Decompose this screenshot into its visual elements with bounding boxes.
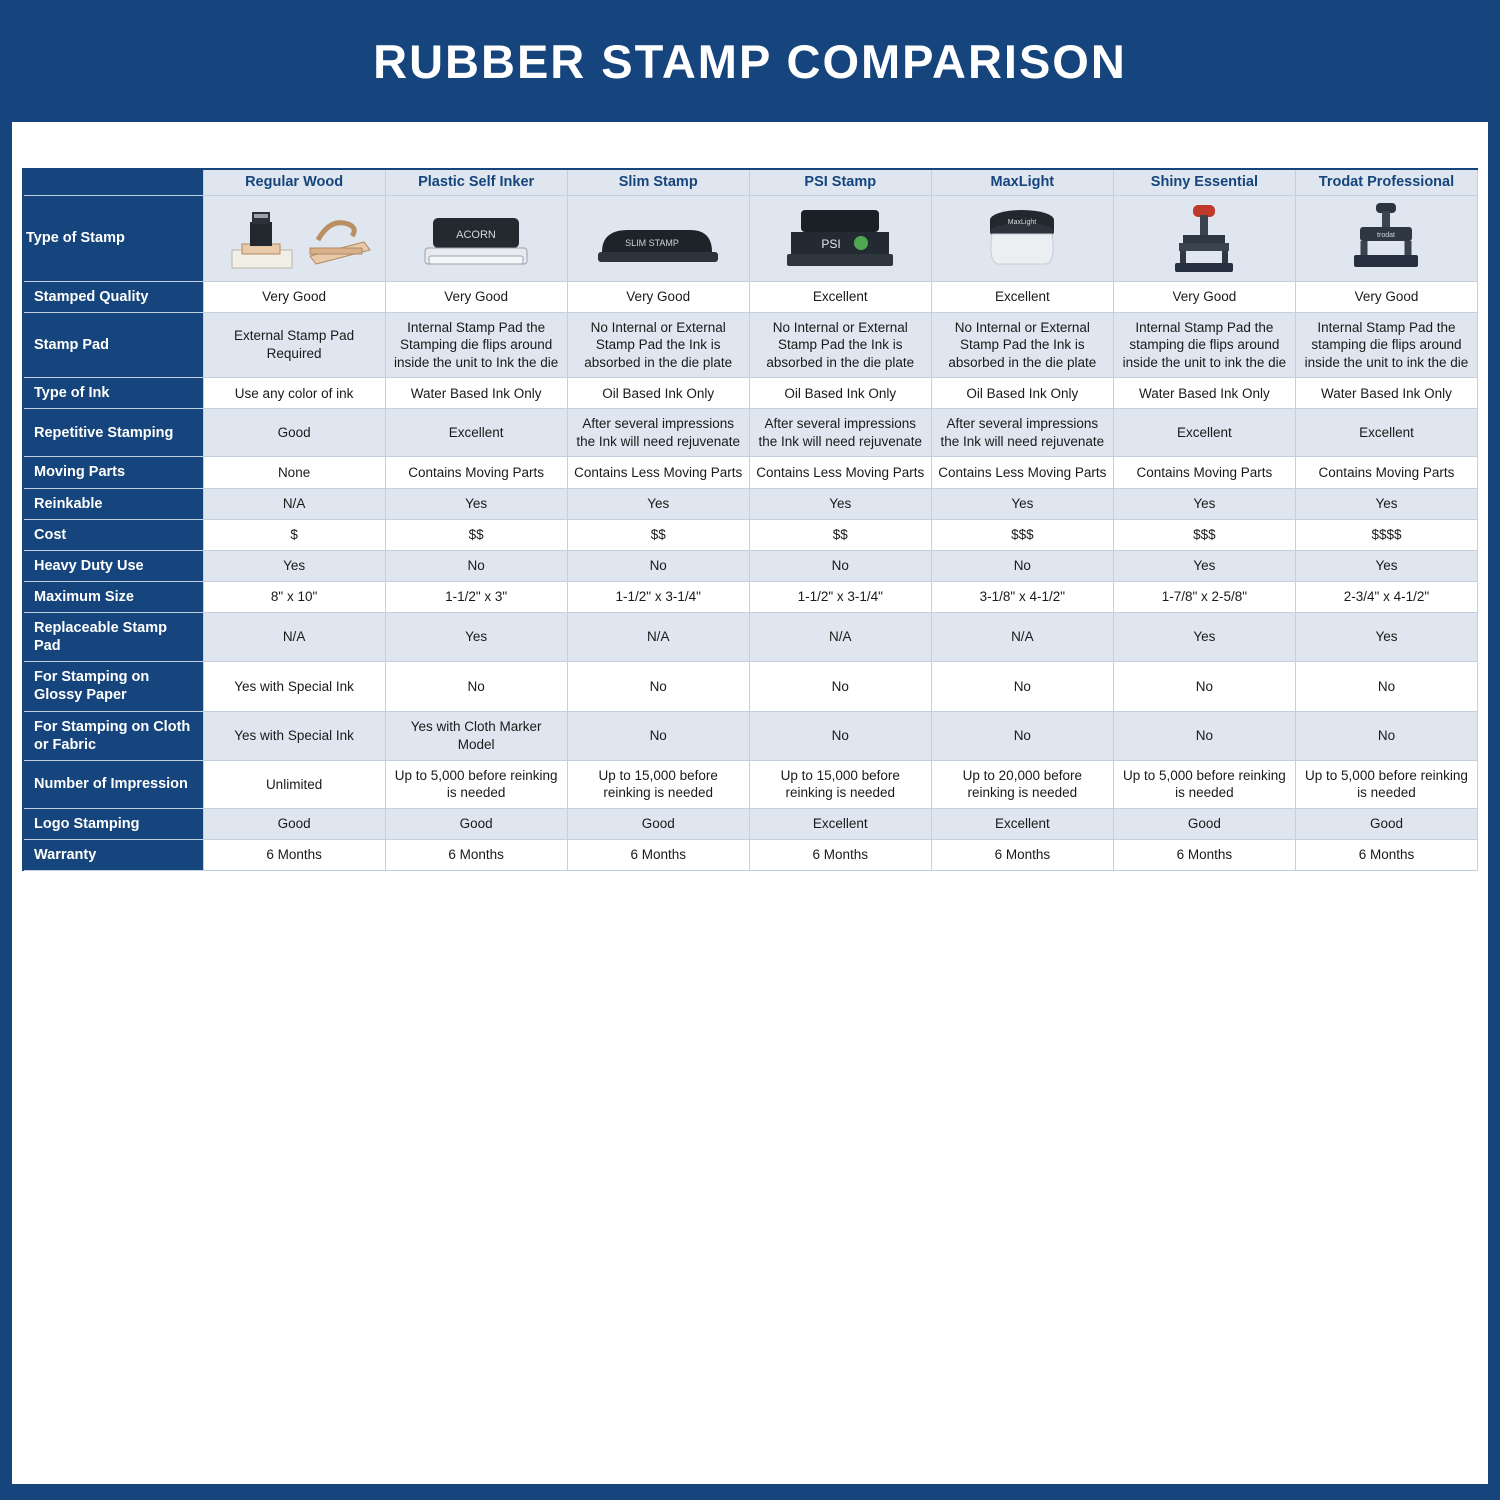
cell-replaceable-stamp-pad-maxlight: N/A bbox=[931, 613, 1113, 662]
row-label-maximum-size: Maximum Size bbox=[23, 581, 203, 612]
cell-cloth-or-fabric-plastic-self-inker: Yes with Cloth Marker Model bbox=[385, 711, 567, 760]
cell-maxlight-stamp-image bbox=[931, 195, 1113, 281]
cell-type-of-ink-slim-stamp: Oil Based Ink Only bbox=[567, 378, 749, 409]
cell-type-of-ink-trodat-professional: Water Based Ink Only bbox=[1295, 378, 1477, 409]
cell-cloth-or-fabric-slim-stamp: No bbox=[567, 711, 749, 760]
cell-glossy-paper-shiny-essential: No bbox=[1113, 662, 1295, 711]
cell-stamped-quality-slim-stamp: Very Good bbox=[567, 281, 749, 312]
cell-number-of-impression-maxlight: Up to 20,000 before reinking is needed bbox=[931, 760, 1113, 808]
cell-reinkable-regular-wood: N/A bbox=[203, 488, 385, 519]
cell-cloth-or-fabric-psi-stamp: No bbox=[749, 711, 931, 760]
cell-warranty-trodat-professional: 6 Months bbox=[1295, 840, 1477, 871]
svg-text:ACORN: ACORN bbox=[456, 229, 497, 241]
plastic-self-inker-icon bbox=[411, 200, 541, 276]
cell-replaceable-stamp-pad-shiny-essential: Yes bbox=[1113, 613, 1295, 662]
cell-moving-parts-psi-stamp: Contains Less Moving Parts bbox=[749, 457, 931, 488]
table-row-reinkable bbox=[23, 488, 1478, 519]
row-label-cost: Cost bbox=[23, 519, 203, 550]
cell-glossy-paper-regular-wood: Yes with Special Ink bbox=[203, 662, 385, 711]
cell-warranty-shiny-essential: 6 Months bbox=[1113, 840, 1295, 871]
cell-maximum-size-psi-stamp: 1-1/2" x 3-1/4" bbox=[749, 581, 931, 612]
cell-cost-trodat-professional: $$$$ bbox=[1295, 519, 1477, 550]
slim-stamp-icon bbox=[588, 200, 728, 276]
column-header-psi-stamp: PSI Stamp bbox=[749, 169, 931, 195]
cell-type-of-ink-psi-stamp: Oil Based Ink Only bbox=[749, 378, 931, 409]
page-header bbox=[12, 0, 1488, 126]
cell-stamp-pad-maxlight: No Internal or External Stamp Pad the Ink is absorbed in the die plate bbox=[931, 312, 1113, 378]
cell-warranty-regular-wood: 6 Months bbox=[203, 840, 385, 871]
cell-number-of-impression-regular-wood: Unlimited bbox=[203, 760, 385, 808]
cell-stamped-quality-maxlight: Excellent bbox=[931, 281, 1113, 312]
table-row-heavy-duty-use bbox=[23, 550, 1478, 581]
cell-number-of-impression-plastic-self-inker: Up to 5,000 before reinking is needed bbox=[385, 760, 567, 808]
cell-maximum-size-trodat-professional: 2-3/4" x 4-1/2" bbox=[1295, 581, 1477, 612]
row-label-type-of-ink: Type of Ink bbox=[23, 378, 203, 409]
cell-stamp-pad-shiny-essential: Internal Stamp Pad the stamping die flips around inside the unit to ink the die bbox=[1113, 312, 1295, 378]
cell-stamp-pad-trodat-professional: Internal Stamp Pad the stamping die flips around inside the unit to ink the die bbox=[1295, 312, 1477, 378]
comparison-table-container bbox=[12, 126, 1488, 871]
cell-reinkable-psi-stamp: Yes bbox=[749, 488, 931, 519]
cell-cost-slim-stamp: $$ bbox=[567, 519, 749, 550]
cell-stamped-quality-trodat-professional: Very Good bbox=[1295, 281, 1477, 312]
cell-moving-parts-maxlight: Contains Less Moving Parts bbox=[931, 457, 1113, 488]
shiny-essential-stamp-icon bbox=[1149, 199, 1259, 277]
row-label-stamped-quality: Stamped Quality bbox=[23, 281, 203, 312]
cell-repetitive-stamping-shiny-essential: Excellent bbox=[1113, 409, 1295, 457]
cell-warranty-plastic-self-inker: 6 Months bbox=[385, 840, 567, 871]
cell-stamp-pad-psi-stamp: No Internal or External Stamp Pad the Ink is absorbed in the die plate bbox=[749, 312, 931, 378]
cell-replaceable-stamp-pad-regular-wood: N/A bbox=[203, 613, 385, 662]
cell-warranty-psi-stamp: 6 Months bbox=[749, 840, 931, 871]
row-label-type-of-stamp: Type of Stamp bbox=[23, 195, 203, 281]
cell-reinkable-trodat-professional: Yes bbox=[1295, 488, 1477, 519]
cell-stamped-quality-regular-wood: Very Good bbox=[203, 281, 385, 312]
table-header-row bbox=[23, 169, 1478, 195]
cell-type-of-ink-maxlight: Oil Based Ink Only bbox=[931, 378, 1113, 409]
cell-stamp-pad-slim-stamp: No Internal or External Stamp Pad the Ink is absorbed in the die plate bbox=[567, 312, 749, 378]
cell-cost-shiny-essential: $$$ bbox=[1113, 519, 1295, 550]
cell-glossy-paper-psi-stamp: No bbox=[749, 662, 931, 711]
cell-maximum-size-slim-stamp: 1-1/2" x 3-1/4" bbox=[567, 581, 749, 612]
cell-cloth-or-fabric-trodat-professional: No bbox=[1295, 711, 1477, 760]
cell-cost-regular-wood: $ bbox=[203, 519, 385, 550]
cell-stamped-quality-psi-stamp: Excellent bbox=[749, 281, 931, 312]
wood-stamp-icon bbox=[214, 200, 374, 276]
cell-logo-stamping-psi-stamp: Excellent bbox=[749, 808, 931, 839]
cell-replaceable-stamp-pad-trodat-professional: Yes bbox=[1295, 613, 1477, 662]
table-row-glossy-paper bbox=[23, 662, 1478, 711]
cell-heavy-duty-use-maxlight: No bbox=[931, 550, 1113, 581]
cell-warranty-maxlight: 6 Months bbox=[931, 840, 1113, 871]
table-row-moving-parts bbox=[23, 457, 1478, 488]
row-label-moving-parts: Moving Parts bbox=[23, 457, 203, 488]
cell-reinkable-shiny-essential: Yes bbox=[1113, 488, 1295, 519]
cell-logo-stamping-trodat-professional: Good bbox=[1295, 808, 1477, 839]
cell-heavy-duty-use-shiny-essential: Yes bbox=[1113, 550, 1295, 581]
cell-number-of-impression-slim-stamp: Up to 15,000 before reinking is needed bbox=[567, 760, 749, 808]
column-header-shiny-essential: Shiny Essential bbox=[1113, 169, 1295, 195]
cell-number-of-impression-trodat-professional: Up to 5,000 before reinking is needed bbox=[1295, 760, 1477, 808]
column-header-maxlight: MaxLight bbox=[931, 169, 1113, 195]
cell-heavy-duty-use-regular-wood: Yes bbox=[203, 550, 385, 581]
cell-warranty-slim-stamp: 6 Months bbox=[567, 840, 749, 871]
footer-bar bbox=[12, 1484, 1488, 1500]
stamp-comparison-table bbox=[22, 168, 1478, 871]
page-title: RUBBER STAMP COMPARISON bbox=[373, 34, 1127, 88]
row-label-glossy-paper: For Stamping on Glossy Paper bbox=[23, 662, 203, 711]
row-label-cloth-or-fabric: For Stamping on Cloth or Fabric bbox=[23, 711, 203, 760]
cell-trodat-professional-stamp-image bbox=[1295, 195, 1477, 281]
cell-cloth-or-fabric-maxlight: No bbox=[931, 711, 1113, 760]
cell-repetitive-stamping-psi-stamp: After several impressions the Ink will need rejuvenate bbox=[749, 409, 931, 457]
cell-logo-stamping-slim-stamp: Good bbox=[567, 808, 749, 839]
cell-logo-stamping-regular-wood: Good bbox=[203, 808, 385, 839]
cell-heavy-duty-use-plastic-self-inker: No bbox=[385, 550, 567, 581]
cell-maximum-size-maxlight: 3-1/8" x 4-1/2" bbox=[931, 581, 1113, 612]
cell-cost-plastic-self-inker: $$ bbox=[385, 519, 567, 550]
table-row-number-of-impression bbox=[23, 760, 1478, 808]
table-row-repetitive-stamping bbox=[23, 409, 1478, 457]
table-row-cloth-or-fabric bbox=[23, 711, 1478, 760]
table-corner-cell bbox=[23, 169, 203, 195]
trodat-professional-stamp-icon bbox=[1326, 199, 1446, 277]
cell-wood-stamp-image bbox=[203, 195, 385, 281]
cell-repetitive-stamping-maxlight: After several impressions the Ink will need rejuvenate bbox=[931, 409, 1113, 457]
cell-type-of-ink-plastic-self-inker: Water Based Ink Only bbox=[385, 378, 567, 409]
cell-number-of-impression-shiny-essential: Up to 5,000 before reinking is needed bbox=[1113, 760, 1295, 808]
cell-shiny-essential-stamp-image bbox=[1113, 195, 1295, 281]
cell-heavy-duty-use-psi-stamp: No bbox=[749, 550, 931, 581]
cell-moving-parts-slim-stamp: Contains Less Moving Parts bbox=[567, 457, 749, 488]
cell-type-of-ink-regular-wood: Use any color of ink bbox=[203, 378, 385, 409]
cell-stamp-pad-plastic-self-inker: Internal Stamp Pad the Stamping die flips around inside the unit to Ink the die bbox=[385, 312, 567, 378]
row-label-number-of-impression: Number of Impression bbox=[23, 760, 203, 808]
column-header-trodat-professional: Trodat Professional bbox=[1295, 169, 1477, 195]
cell-reinkable-plastic-self-inker: Yes bbox=[385, 488, 567, 519]
svg-text:MaxLight: MaxLight bbox=[1008, 219, 1037, 226]
cell-maximum-size-regular-wood: 8" x 10" bbox=[203, 581, 385, 612]
cell-cloth-or-fabric-regular-wood: Yes with Special Ink bbox=[203, 711, 385, 760]
cell-maximum-size-plastic-self-inker: 1-1/2" x 3" bbox=[385, 581, 567, 612]
cell-stamp-pad-regular-wood: External Stamp Pad Required bbox=[203, 312, 385, 378]
cell-glossy-paper-slim-stamp: No bbox=[567, 662, 749, 711]
cell-glossy-paper-maxlight: No bbox=[931, 662, 1113, 711]
svg-text:trodat: trodat bbox=[1377, 232, 1396, 239]
table-row-stamped-quality bbox=[23, 281, 1478, 312]
row-label-reinkable: Reinkable bbox=[23, 488, 203, 519]
cell-cost-maxlight: $$$ bbox=[931, 519, 1113, 550]
cell-replaceable-stamp-pad-slim-stamp: N/A bbox=[567, 613, 749, 662]
cell-repetitive-stamping-plastic-self-inker: Excellent bbox=[385, 409, 567, 457]
cell-logo-stamping-maxlight: Excellent bbox=[931, 808, 1113, 839]
row-label-heavy-duty-use: Heavy Duty Use bbox=[23, 550, 203, 581]
row-label-repetitive-stamping: Repetitive Stamping bbox=[23, 409, 203, 457]
cell-replaceable-stamp-pad-plastic-self-inker: Yes bbox=[385, 613, 567, 662]
cell-moving-parts-regular-wood: None bbox=[203, 457, 385, 488]
svg-text:PSI: PSI bbox=[821, 237, 841, 251]
row-label-logo-stamping: Logo Stamping bbox=[23, 808, 203, 839]
cell-glossy-paper-trodat-professional: No bbox=[1295, 662, 1477, 711]
table-row-cost bbox=[23, 519, 1478, 550]
psi-stamp-icon bbox=[775, 200, 905, 276]
cell-logo-stamping-shiny-essential: Good bbox=[1113, 808, 1295, 839]
cell-heavy-duty-use-slim-stamp: No bbox=[567, 550, 749, 581]
cell-maximum-size-shiny-essential: 1-7/8" x 2-5/8" bbox=[1113, 581, 1295, 612]
cell-repetitive-stamping-regular-wood: Good bbox=[203, 409, 385, 457]
cell-glossy-paper-plastic-self-inker: No bbox=[385, 662, 567, 711]
svg-text:SLIM STAMP: SLIM STAMP bbox=[625, 238, 680, 248]
row-label-stamp-pad: Stamp Pad bbox=[23, 312, 203, 378]
cell-reinkable-slim-stamp: Yes bbox=[567, 488, 749, 519]
cell-plastic-self-inker-image bbox=[385, 195, 567, 281]
cell-psi-stamp-image bbox=[749, 195, 931, 281]
cell-replaceable-stamp-pad-psi-stamp: N/A bbox=[749, 613, 931, 662]
cell-type-of-ink-shiny-essential: Water Based Ink Only bbox=[1113, 378, 1295, 409]
cell-slim-stamp-image bbox=[567, 195, 749, 281]
cell-moving-parts-trodat-professional: Contains Moving Parts bbox=[1295, 457, 1477, 488]
cell-repetitive-stamping-trodat-professional: Excellent bbox=[1295, 409, 1477, 457]
row-label-warranty: Warranty bbox=[23, 840, 203, 871]
cell-stamped-quality-shiny-essential: Very Good bbox=[1113, 281, 1295, 312]
cell-cost-psi-stamp: $$ bbox=[749, 519, 931, 550]
cell-heavy-duty-use-trodat-professional: Yes bbox=[1295, 550, 1477, 581]
cell-logo-stamping-plastic-self-inker: Good bbox=[385, 808, 567, 839]
table-row-maximum-size bbox=[23, 581, 1478, 612]
cell-cloth-or-fabric-shiny-essential: No bbox=[1113, 711, 1295, 760]
column-header-plastic-self-inker: Plastic Self Inker bbox=[385, 169, 567, 195]
column-header-slim-stamp: Slim Stamp bbox=[567, 169, 749, 195]
table-row-type-of-stamp bbox=[23, 195, 1478, 281]
column-header-regular-wood: Regular Wood bbox=[203, 169, 385, 195]
maxlight-stamp-icon bbox=[962, 200, 1082, 276]
cell-moving-parts-plastic-self-inker: Contains Moving Parts bbox=[385, 457, 567, 488]
table-row-replaceable-stamp-pad bbox=[23, 613, 1478, 662]
cell-moving-parts-shiny-essential: Contains Moving Parts bbox=[1113, 457, 1295, 488]
table-row-warranty bbox=[23, 840, 1478, 871]
table-row-stamp-pad bbox=[23, 312, 1478, 378]
row-label-replaceable-stamp-pad: Replaceable Stamp Pad bbox=[23, 613, 203, 662]
cell-stamped-quality-plastic-self-inker: Very Good bbox=[385, 281, 567, 312]
cell-repetitive-stamping-slim-stamp: After several impressions the Ink will need rejuvenate bbox=[567, 409, 749, 457]
table-row-type-of-ink bbox=[23, 378, 1478, 409]
cell-number-of-impression-psi-stamp: Up to 15,000 before reinking is needed bbox=[749, 760, 931, 808]
table-row-logo-stamping bbox=[23, 808, 1478, 839]
cell-reinkable-maxlight: Yes bbox=[931, 488, 1113, 519]
